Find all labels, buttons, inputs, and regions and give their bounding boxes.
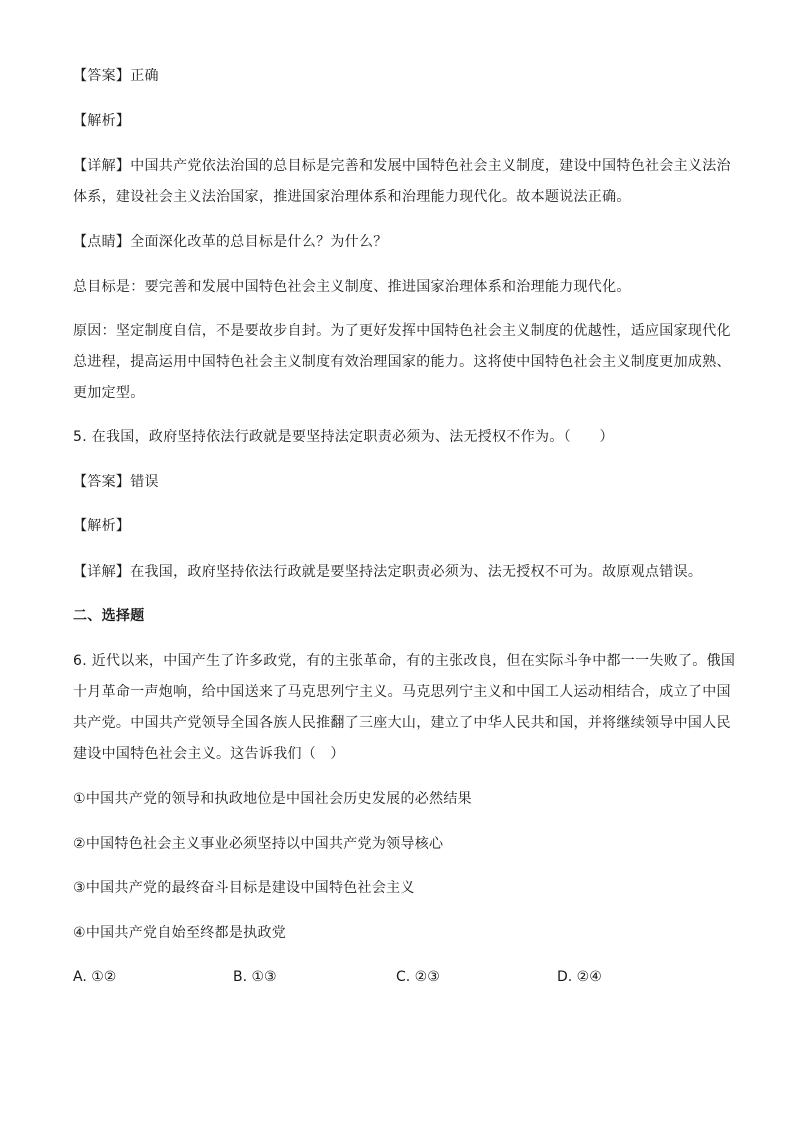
option-d[interactable]: D. ②④ [557, 969, 602, 985]
detail-tag: 【详解】 [73, 564, 131, 580]
answer-tag: 【答案】 [73, 474, 131, 490]
analysis-heading-2: 【解析】 [73, 518, 131, 534]
answer-value: 正确 [130, 68, 159, 84]
statement-2: ②中国特色社会主义事业必须坚持以中国共产党为领导核心 [73, 836, 444, 852]
question-5: 5. 在我国，政府坚持依法行政就是要坚持法定职责必须为、法无授权不作为。（ ） [73, 429, 614, 445]
option-a[interactable]: A. ①② [73, 969, 117, 985]
point-tag: 【点睛】 [73, 234, 131, 250]
reason-line-3: 更加定型。 [73, 385, 145, 401]
option-b[interactable]: B. ①③ [233, 969, 277, 985]
analysis-heading-1: 【解析】 [73, 113, 131, 129]
detail-text: 在我国，政府坚持依法行政就是要坚持法定职责必须为、法无授权不可为。故原观点错误。 [130, 564, 703, 580]
answer-value: 错误 [130, 474, 159, 490]
reason-line-1: 原因：坚定制度自信，不是要故步自封。为了更好发挥中国特色社会主义制度的优越性，适应国家现代化 [73, 323, 731, 339]
detail-1-line-2: 体系，建设社会主义法治国家，推进国家治理体系和治理能力现代化。故本题说法正确。 [73, 189, 631, 205]
point-question: 全面深化改革的总目标是什么？为什么？ [130, 234, 388, 250]
question-6-line-1: 6. 近代以来，中国产生了许多政党，有的主张革命，有的主张改良，但在实际斗争中都一一失败了。俄国 [73, 653, 736, 669]
answer-1 [73, 66, 723, 86]
statement-1: ①中国共产党的领导和执政地位是中国社会历史发展的必然结果 [73, 791, 472, 807]
answer-options [0, 967, 794, 987]
section-heading: 二、选择题 [73, 608, 145, 624]
detail-tag: 【详解】 [73, 158, 131, 174]
detail-2-line-1 [73, 562, 723, 582]
goal-line: 总目标是：要完善和发展中国特色社会主义制度、推进国家治理体系和治理能力现代化。 [73, 279, 631, 295]
detail-1-line-1 [73, 156, 731, 176]
answer-tag: 【答案】 [73, 68, 131, 84]
detail-text: 中国共产党依法治国的总目标是完善和发展中国特色社会主义制度，建设中国特色社会主义法治 [130, 158, 731, 174]
statement-3: ③中国共产党的最终奋斗目标是建设中国特色社会主义 [73, 880, 415, 896]
question-6-line-3: 共产党。中国共产党领导全国各族人民推翻了三座大山，建立了中华人民共和国，并将继续领导中国人民 [73, 715, 731, 731]
question-6-line-2: 十月革命一声炮响，给中国送来了马克思列宁主义。马克思列宁主义和中国工人运动相结合，成立了中国 [73, 684, 731, 700]
option-c[interactable]: C. ②③ [396, 969, 440, 985]
reason-line-2: 总进程，提高运用中国特色社会主义制度有效治理国家的能力。这将使中国特色社会主义制度更加成熟、 [73, 354, 731, 370]
point-line [73, 232, 723, 252]
statement-4: ④中国共产党自始至终都是执政党 [73, 925, 287, 941]
question-6-line-4: 建设中国特色社会主义。这告诉我们（ ） [73, 746, 345, 762]
answer-2 [73, 472, 723, 492]
